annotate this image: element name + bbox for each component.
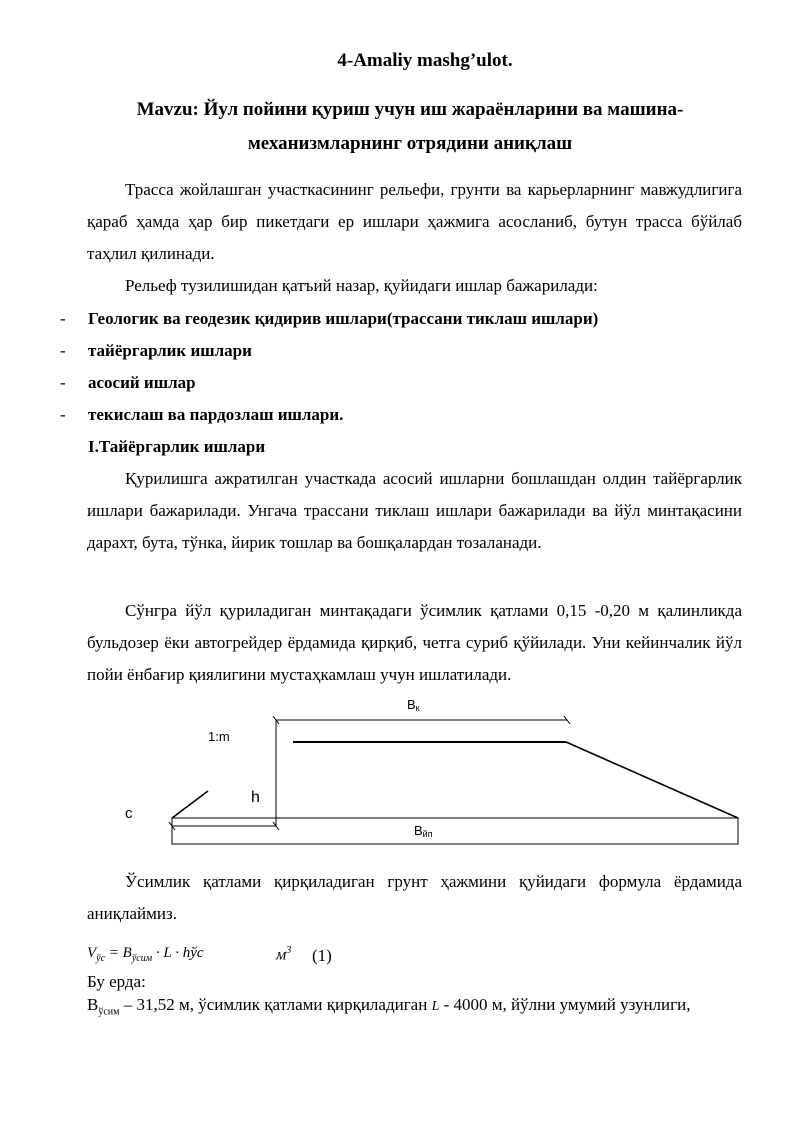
list-bullet: -	[60, 341, 66, 360]
slope-label: 1:m	[208, 729, 230, 744]
vegetation-layer-rect	[172, 818, 738, 844]
list-item-geological: Геологик ва геодезик қидирив ишлари(трассани тиклаш ишлари)	[88, 309, 599, 328]
l-symbol: L	[431, 999, 440, 1014]
intro-paragraph: Трасса жойлашган участкасининг рельефи, грунти ва карьерларнинг мавжудлигига қараб ҳамда ҳар бир пикетдаги ер ишлари ҳажмига асосланиб, бутун трасса бўйлаб таҳлил қилинади.	[87, 180, 742, 263]
intro-paragraph-2: Рельеф тузилишидан қатъий назар, қуйидаги ишлар бажарилади:	[125, 276, 598, 295]
topic-line-2: механизмларнинг отрядини аниқлаш	[247, 133, 573, 154]
embankment-left-slope	[172, 791, 208, 818]
section-paragraph-1: Қурилишга ажратилган участкада асосий ишларни бошлашдан олдин тайёргарлик ишлари бажарилади. Унгача трассани тиклаш ишлари бажарилади ва йўл минтақасини дарахт, бута, тўнка, йирик тошлар ва бошқалардан тозаланади.	[87, 469, 742, 552]
bottom-width-label: Вйп	[414, 823, 433, 839]
formula-equals-b: = B	[105, 945, 132, 961]
list-item-preparatory: тайёргарлик ишлари	[88, 341, 252, 360]
volume-formula	[87, 945, 204, 964]
formula-rest: · L · hўс	[152, 945, 204, 961]
list-item-main: асосий ишлар	[88, 373, 196, 392]
practical-lesson-title: 4-Amaliy mashg’ulot.	[337, 50, 513, 71]
embankment-right-slope	[566, 742, 738, 818]
top-width-label: Вк	[407, 697, 420, 713]
topic-heading	[60, 93, 760, 161]
formula-unit: $м^3$	[276, 945, 292, 964]
section-heading: I.Тайёргарлик ишлари	[88, 437, 266, 456]
section-paragraph-2: Сўнгра йўл қуриладиган минтақадаги ўсимлик қатлами 0,15 -0,20 м қалинликда бульдозер ёки автогрейдер ёрдамида қирқиб, четга суриб қўйилади. Уни кейинчалик йўл пойи ёнбағир қиялигини мустаҳкамлаш учун ишлатилади.	[87, 601, 742, 684]
formula-v-subscript: ўс	[96, 953, 106, 964]
formula-number: (1)	[312, 946, 332, 965]
list-bullet: -	[60, 405, 66, 424]
where-label: Бу ерда:	[87, 972, 146, 991]
formula-b-subscript: ўсим	[131, 953, 153, 964]
road-cross-section-diagram	[0, 690, 800, 855]
height-label: h	[251, 789, 260, 806]
definition-paragraph: $В_{ўсим} - 31,52$ м, ўсимлик қатлами қирқиладиган L - 4000 м, йўлни умумий узунлиги,	[87, 995, 691, 1018]
formula-v-symbol: V	[87, 945, 97, 961]
c-label: с	[125, 805, 133, 822]
topic-line-1: Mavzu: Йул пойини қуриш учун иш жараёнларини ва машина-	[136, 99, 684, 120]
list-bullet: -	[60, 373, 66, 392]
list-bullet: -	[60, 309, 66, 328]
list-item-finishing: текислаш ва пардозлаш ишлари.	[88, 405, 344, 424]
formula-intro-paragraph: Ўсимлик қатлами қирқиладиган грунт ҳажмини қуйидаги формула ёрдамида аниқлаймиз.	[87, 872, 742, 923]
